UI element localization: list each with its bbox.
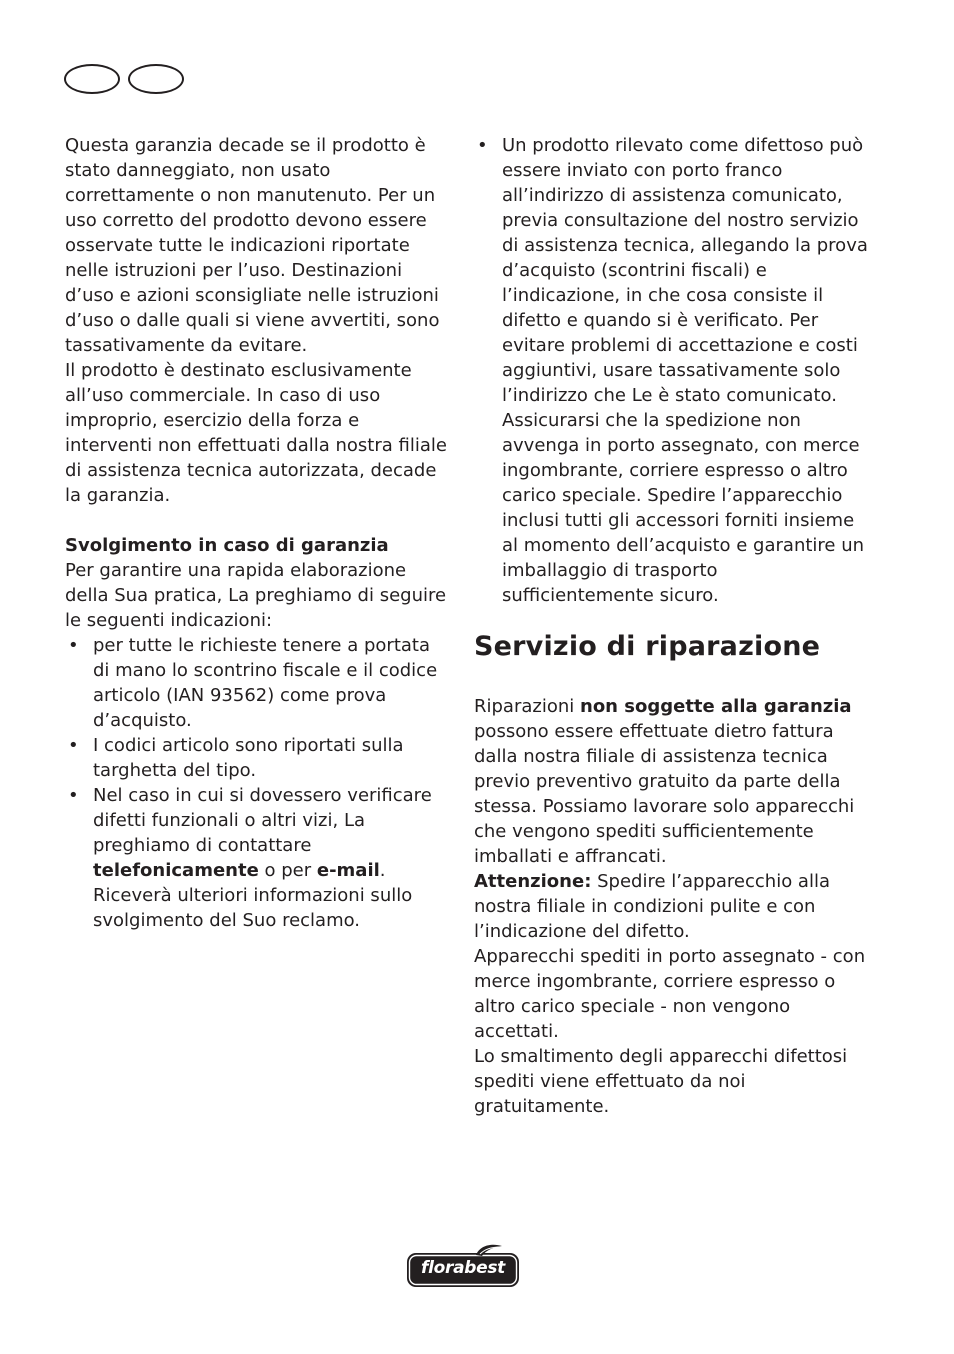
right-column (474, 133, 869, 1119)
warranty-steps-list (65, 633, 450, 933)
warranty-procedure-heading: Svolgimento in caso di garanzia (65, 535, 389, 556)
repair-emphasis: non soggette alla garanzia (580, 696, 852, 717)
left-column (65, 133, 450, 933)
warranty-procedure-intro: Per garantire una rapida elaborazione della Sua pratica, La preghiamo di seguire le seguenti indicazioni: (65, 560, 447, 631)
list-item-text: Un prodotto rilevato come difettoso può essere inviato con porto franco all’indirizzo di assistenza comunicato, previa consultazione del nostro servizio di assistenza tecnica, allegando la prova d’acquisto (scontrini fiscali) e l’indicazione, in che cosa consiste il difetto e quando si è verificato. Per evitare problemi di accettazione e costi aggiuntivi, usare tassativamente solo l’indirizzo che Le è stato comunicato. Assicurarsi che la spedizione non avvenga in porto assegnato, con merce ingombrante, corriere espresso o altro carico speciale. Spedire l’apparecchio inclusi tutti gli accessori forniti insieme al momento dell’acquisto e garantire un imballaggio di trasporto sufficientemente sicuro. (502, 135, 868, 606)
list-item-text: Nel caso in cui si dovessero verificare difetti funzionali o altri vizi, La preghiamo di contattare (93, 785, 432, 856)
list-item (65, 733, 450, 783)
florabest-logo (406, 1243, 520, 1289)
intro-paragraph-2: Il prodotto è destinato esclusivamente all’uso commerciale. In caso di uso improprio, esercizio della forza e interventi non effettuati dalla nostra filiale di assistenza tecnica autorizzata, decade la garanzia. (65, 360, 447, 506)
attention-text: Spedire l’apparecchio alla nostra filiale in condizioni pulite e con l’indicazione del difetto. (474, 871, 830, 942)
shipping-restriction-paragraph: Apparecchi spediti in porto assegnato - con merce ingombrante, corriere espresso o altro carico speciale - non vengono accettati. (474, 946, 866, 1042)
country-badges (64, 64, 194, 100)
attention-label: Attenzione: (474, 871, 592, 892)
repair-paragraph (474, 694, 869, 869)
logo-text: florabest (420, 1258, 505, 1278)
repair-text: possono essere effettuate dietro fattura dalla nostra filiale di assistenza tecnica previo preventivo gratuito da parte della stessa. Possiamo lavorare solo apparecchi che vengono spediti sufficientemente imballati e affrancati. (474, 721, 855, 867)
email-emphasis: e-mail (316, 860, 380, 881)
list-item (65, 633, 450, 733)
list-item-text: per tutte le richieste tenere a portata di mano lo scontrino fiscale e il codice articolo (IAN 93562) come prova d’acquisto. (93, 635, 438, 731)
disposal-paragraph: Lo smaltimento degli apparecchi difettosi spediti viene effettuato da noi gratuitamente. (474, 1046, 848, 1117)
repair-text: Riparazioni (474, 696, 580, 717)
list-item-text: o per (258, 860, 317, 881)
list-item-text: I codici articolo sono riportati sulla targhetta del tipo. (93, 735, 404, 781)
shipping-list (474, 133, 869, 608)
list-item (65, 783, 450, 933)
section-title: Servizio di riparazione (474, 631, 821, 662)
phone-emphasis: telefonicamente (93, 860, 259, 881)
intro-paragraph-1: Questa garanzia decade se il prodotto è stato danneggiato, non usato correttamente o non manutenuto. Per un uso corretto del prodotto devono essere osservate tutte le indicazioni riportate nelle istruzioni per l’uso. Destinazioni d’uso e azioni sconsigliate nelle istruzioni d’uso o dalle quali si viene avvertiti, sono tassativamente da evitare. (65, 135, 440, 356)
attention-paragraph (474, 869, 869, 944)
list-item (474, 133, 869, 608)
country-badge-2 (128, 64, 184, 94)
list-item-text: . Riceverà ulteriori informazioni sullo svolgimento del Suo reclamo. (93, 860, 413, 931)
country-badge-1 (64, 64, 120, 94)
